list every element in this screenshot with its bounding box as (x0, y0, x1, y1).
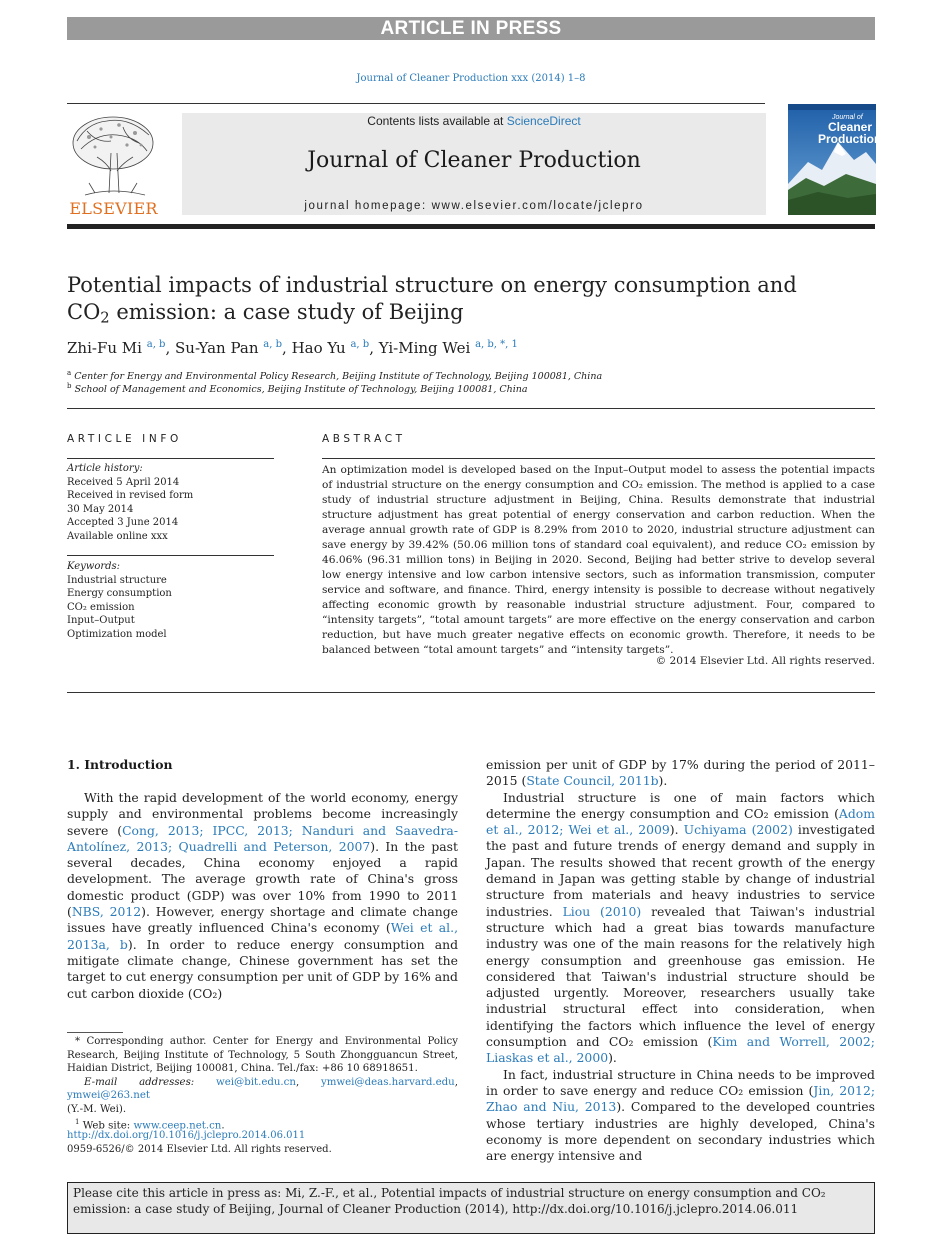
contents-line: Contents lists available at ScienceDirect (367, 114, 581, 128)
header-thick-rule (67, 224, 875, 229)
header-rule (67, 103, 765, 104)
citation-link[interactable]: Jin, 2012; Zhao and Niu, 2013 (486, 1082, 876, 1115)
author-name[interactable]: Su-Yan Pan (175, 339, 259, 357)
issn-line: 0959-6526/© 2014 Elsevier Ltd. All rights reserved. (67, 1144, 332, 1155)
intro-right-column (486, 757, 875, 1164)
abstract-copyright: © 2014 Elsevier Ltd. All rights reserved. (655, 655, 875, 667)
section-divider (67, 692, 875, 693)
elsevier-logo[interactable] (67, 113, 160, 217)
author-affil-marks[interactable]: a, b (263, 339, 283, 350)
author-list: Zhi-Fu Mi $^{a, b}$, Su-Yan Pan $^{a, b}$, Hao Yu $^{a, b}$, Yi-Ming Wei $^{a, b, *, 1}$ (67, 339, 518, 357)
citation-link[interactable]: Cong, 2013; IPCC, 2013; Nanduri and Saavedra-Antolínez, 2013; Quadrelli and Peterson, 2007 (67, 822, 459, 854)
corresponding-author-note: * Corresponding author. Center for Energy and Environmental Policy Research, Beijing Institute of Technology, 5 South Zhongguancun Street, Haidian District, Beijing 100081, China. Tel./fax: +86 10 68918651. (67, 1036, 458, 1074)
abstract-heading: ABSTRACT (322, 433, 406, 445)
footnotes: * Corresponding author. Center for Energy and Environmental Policy Research, Beijing Institute of Technology, 5 South Zhongguancun Street, Haidian District, Beijing 100081, China. Tel./fax: +86 10 68918651. E-mail addresses: wei@bit.edu.cn, ymwei@deas.harvard.edu, ymwei@263.net (Y.-M. Wei). $^1$ Web site: www.ceep.net.cn. (67, 1036, 458, 1132)
citation-link[interactable]: Wei et al., 2013a, b (67, 920, 459, 952)
keyword: CO₂ emission (67, 601, 135, 613)
paragraph: In fact, industrial structure in China needs to be improved in order to save energy and reduce CO₂ emission (Jin, 2012; Zhao and Niu, 2013). Compared to the developed countries whose tertiary industries are highly developed, China's economy is more dependent on secondary industries which are energy intensive and (486, 1066, 876, 1164)
keyword: Industrial structure (67, 574, 167, 586)
journal-title[interactable]: Journal of Cleaner Production (307, 148, 641, 173)
author-name[interactable]: Zhi-Fu Mi (67, 339, 142, 357)
abstract-rule (322, 458, 875, 459)
keyword: Optimization model (67, 628, 167, 640)
sciencedirect-link[interactable]: ScienceDirect (506, 114, 581, 128)
email-link[interactable]: wei@bit.edu.cn (216, 1076, 296, 1088)
footnote-rule (67, 1032, 123, 1033)
author-affil-marks[interactable]: a, b, *, 1 (475, 339, 518, 350)
paragraph: emission per unit of GDP by 17% during the period of 2011–2015 (State Council, 2011b). (486, 757, 875, 789)
cover-text-small: Journal of (832, 114, 863, 121)
abstract-text: An optimization model is developed based on the Input–Output model to assess the potential impacts of industrial structure on the energy consumption and CO₂ emission. The method is applied to a case study of industrial structure adjustment in Beijing, China. Results demonstrate that industrial structure adjustment has great potential of energy conservation and carbon reduction. When the average annual growth rate of GDP is 8.29% from 2010 to 2020, industrial structure adjustment can save energy by 39.42% (50.06 million tons of standard coal equivalent), and reduce CO₂ emission by 46.06% (96.31 million tons) in Beijing in 2020. Second, Beijing had better strive to develop several low energy intensive and low carbon intensive sectors, such as information transmission, computer service and software, and finance. Third, energy intensity is possible to decrease without negatively affecting economic growth by reasonable industrial structure adjustment. Four, compared to “intensity targets”, “total amount targets” are more effective on the energy conservation and carbon reduction, but have much greater negative effects on economic growth. Therefore, it needs to be balanced between “total amount targets” and “intensity targets”. (322, 464, 875, 656)
doi-link[interactable]: http://dx.doi.org/10.1016/j.jclepro.2014.06.011 (67, 1130, 306, 1141)
citation-box: Please cite this article in press as: Mi, Z.-F., et al., Potential impacts of industrial structure on energy consumption and CO₂ emission: a case study of Beijing, Journal of Cleaner Production (2014), http://dx.doi.org/10.1016/j.jclepro.2014.06.011 (67, 1182, 875, 1234)
section-divider (67, 408, 875, 409)
article-history: Article history: Received 5 April 2014 Received in revised form 30 May 2014 Accepted 3 June 2014 Available online xxx (67, 463, 194, 542)
journal-reference-link[interactable]: Journal of Cleaner Production xxx (2014) 1–8 (356, 73, 586, 84)
section-heading-introduction: 1. Introduction (67, 757, 173, 772)
citation-link[interactable]: Kim and Worrell, 2002; Liaskas et al., 2000 (486, 1034, 875, 1066)
email-link[interactable]: ymwei@263.net (67, 1090, 150, 1101)
website-note: $^1$ Web site: www.ceep.net.cn. (75, 1118, 225, 1132)
website-link[interactable]: www.ceep.net.cn (133, 1120, 222, 1132)
author-affil-marks[interactable]: a, b (350, 339, 370, 350)
keywords-rule (67, 555, 274, 556)
author-name[interactable]: Hao Yu (291, 339, 346, 357)
author-name[interactable]: Yi-Ming Wei (378, 339, 471, 357)
elsevier-wordmark: ELSEVIER (69, 199, 158, 218)
paragraph: With the rapid development of the world economy, energy supply and environmental problems become increasingly severe (Cong, 2013; IPCC, 2013; Nanduri and Saavedra-Antolínez, 2013; Quadrelli and Peterson, 2007). In the past several decades, China economy enjoyed a rapid development. The average growth rate of China's gross domestic product (GDP) was over 10% from 1990 to 2011 (NBS, 2012). However, energy shortage and climate change issues have greatly influenced China's economy (Wei et al., 2013a, b). In order to reduce energy consumption and mitigate climate change, Chinese government has set the target to cut energy consumption per unit of GDP by 16% and cut carbon dioxide (CO₂) (67, 790, 459, 1001)
journal-cover-image[interactable] (788, 104, 882, 215)
affiliation-b: $^b$ School of Management and Economics, Beijing Institute of Technology, Beijing 100081, China (67, 382, 528, 396)
article-in-press-banner: ARTICLE IN PRESS (67, 17, 875, 40)
cover-text-cleaner: Cleaner (828, 120, 873, 134)
author-affil-marks[interactable]: a, b (146, 339, 166, 350)
paragraph: Industrial structure is one of main factors which determine the energy consumption and CO₂ emission (Adom et al., 2012; Wei et al., 2009). Uchiyama (2002) investigated the past and future trends of energy demand and supply in Japan. The results showed that recent growth of the energy demand in Japan was getting stable by change of industrial structure from materials and heavy industries to service industries. Liou (2010) revealed that Taiwan's industrial structure which had a great bias towards manufacture industry was one of the main reasons for the relatively high energy consumption and greenhouse gas emission. He considered that Taiwan's industrial structure should be adjusted urgently. Moreover, researchers usually take industrial structural effect into consideration, when identifying the factors which influence the level of energy consumption and CO₂ emission (Kim and Worrell, 2002; Liaskas et al., 2000). (486, 789, 875, 1066)
article-title: Potential impacts of industrial structure on energy consumption and $CO_2$ emission: a case study of Beijing (67, 273, 797, 327)
intro-left-column (67, 790, 458, 1002)
citation-link[interactable]: Adom et al., 2012; Wei et al., 2009 (486, 805, 875, 838)
keyword: Energy consumption (67, 588, 172, 599)
citation-link[interactable]: State Council, 2011b (526, 773, 659, 789)
journal-homepage[interactable]: journal homepage: www.elsevier.com/locate/jclepro (304, 200, 644, 212)
affiliation-a: $^a$ Center for Energy and Environmental Policy Research, Beijing Institute of Technology, Beijing 100081, China (67, 369, 603, 383)
citation-link[interactable]: NBS, 2012 (71, 904, 142, 920)
cover-text-production: Production (818, 132, 882, 146)
email-link[interactable]: ymwei@deas.harvard.edu (320, 1076, 455, 1088)
email-note: E-mail addresses: wei@bit.edu.cn, ymwei@deas.harvard.edu, ymwei@263.net (67, 1076, 458, 1101)
citation-link[interactable]: Liou (2010) (562, 903, 642, 919)
article-info-heading: ARTICLE INFO (67, 433, 182, 445)
keywords-list: Keywords: Industrial structure Energy consumption CO₂ emission Input–Output Optimization model (67, 560, 274, 641)
article-info-rule (67, 458, 274, 459)
citation-link[interactable]: Uchiyama (2002) (683, 822, 793, 838)
keyword: Input–Output (67, 615, 135, 626)
